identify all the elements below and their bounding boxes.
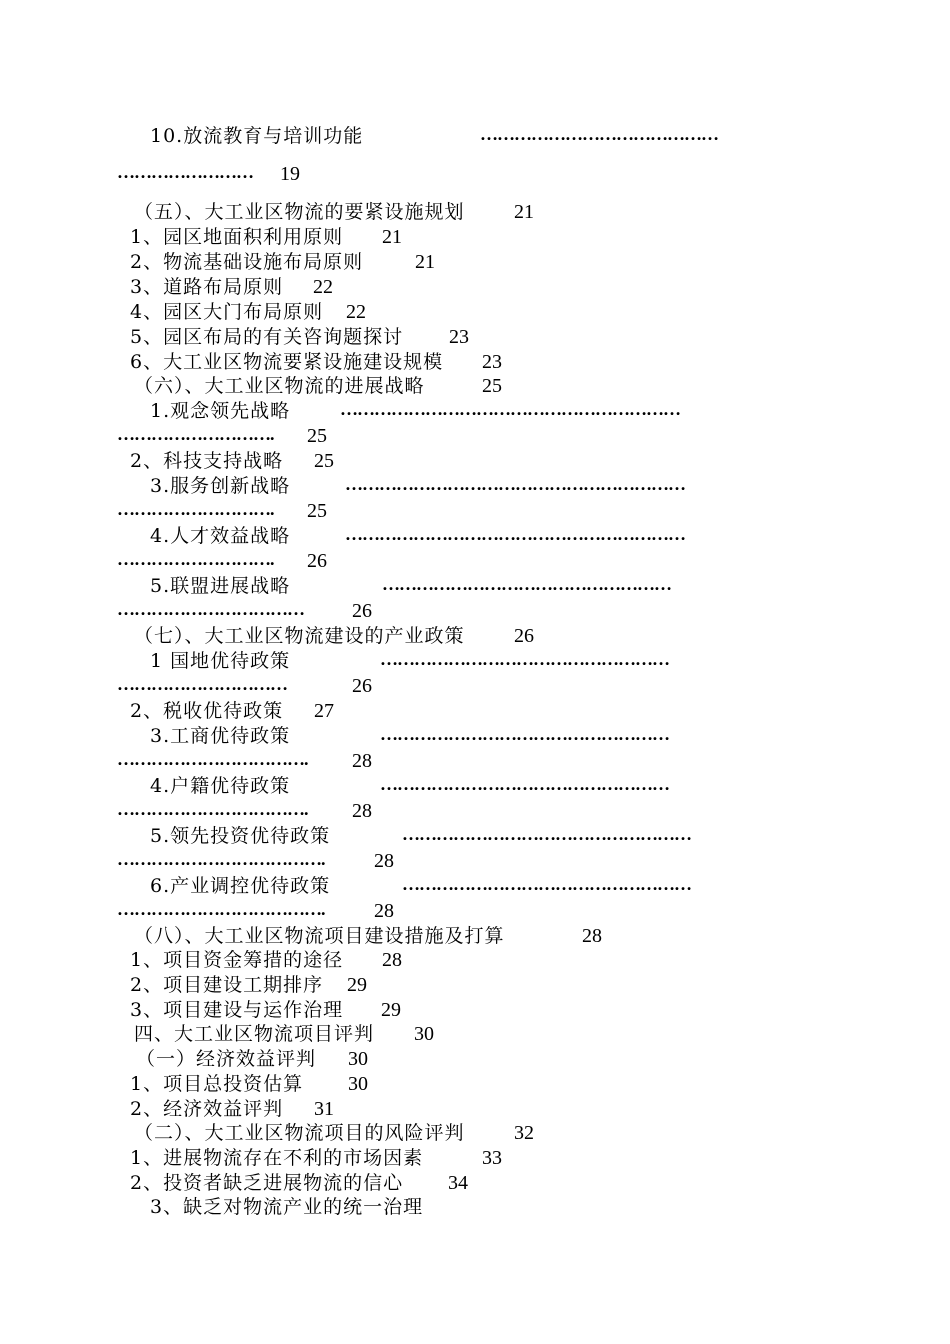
- toc-entry-text: 3.工商优待政策: [150, 725, 291, 747]
- toc-page-number: 19: [280, 163, 300, 185]
- toc-entry-text: 5、园区布局的有关咨询题探讨: [130, 326, 404, 348]
- toc-leader-dots: ……………………….: [117, 499, 274, 519]
- toc-entry-text: （七）、大工业区物流建设的产业政策: [134, 625, 465, 647]
- toc-entry-text: （八）、大工业区物流项目建设措施及打算: [134, 925, 505, 947]
- toc-entry-text: 2、投资者缺乏进展物流的信心: [130, 1172, 404, 1194]
- toc-entry-text: 1、园区地面积利用原则: [130, 226, 344, 248]
- toc-page-number: 23: [449, 326, 469, 348]
- toc-page-number: 26: [514, 625, 534, 647]
- toc-leader-dots: ……………………………: [117, 599, 304, 619]
- toc-page-number: 34: [448, 1172, 468, 1194]
- toc-leader-dots: ……………………………………………: [380, 649, 669, 669]
- toc-entry-text: 4、园区大门布局原则: [130, 301, 324, 323]
- toc-leader-dots: ……………………………………………………: [340, 399, 680, 419]
- toc-entry-text: 2、项目建设工期排序: [130, 974, 324, 996]
- toc-page-number: 28: [374, 900, 394, 922]
- toc-leader-dots: ……………………………….: [117, 899, 325, 919]
- toc-page-number: 26: [307, 550, 327, 572]
- toc-page-number: 25: [314, 450, 334, 472]
- toc-entry-text: （一）经济效益评判: [136, 1048, 317, 1070]
- toc-entry-text: 5.联盟进展战略: [150, 575, 291, 597]
- toc-entry-text: 1、进展物流存在不利的市场因素: [130, 1147, 424, 1169]
- toc-page-number: 29: [347, 974, 367, 996]
- toc-page-number: 26: [352, 675, 372, 697]
- toc-entry-text: 3、缺乏对物流产业的统一治理: [150, 1196, 424, 1218]
- toc-page-number: 22: [346, 301, 366, 323]
- toc-entry-text: 4.户籍优待政策: [150, 775, 291, 797]
- toc-page-number: 30: [348, 1073, 368, 1095]
- toc-entry-text: 4.人才效益战略: [150, 525, 291, 547]
- toc-page-number: 25: [307, 425, 327, 447]
- toc-leader-dots: ……………………………………………: [382, 574, 671, 594]
- toc-page-number: 26: [352, 600, 372, 622]
- toc-leader-dots: ……………………………………………: [402, 824, 691, 844]
- toc-page-number: 30: [348, 1048, 368, 1070]
- toc-page-number: 21: [514, 201, 534, 223]
- toc-leader-dots: ……………………………………………………: [345, 474, 685, 494]
- toc-leader-dots: …………………………….: [117, 749, 308, 769]
- toc-page-number: 28: [352, 750, 372, 772]
- toc-entry-text: 1、项目总投资估算: [130, 1073, 304, 1095]
- toc-page-number: 21: [382, 226, 402, 248]
- toc-entry-text: 1、项目资金筹措的途径: [130, 949, 344, 971]
- toc-leader-dots: ……………………………………………: [380, 724, 669, 744]
- toc-entry-text: 3、项目建设与运作治理: [130, 999, 344, 1021]
- toc-entry-text: 3.服务创新战略: [150, 475, 291, 497]
- toc-entry-text: （六）、大工业区物流的进展战略: [134, 375, 425, 397]
- toc-page-number: 28: [374, 850, 394, 872]
- toc-entry-text: 1 国地优待政策: [150, 650, 291, 672]
- toc-entry-text: 6.产业调控优待政策: [150, 875, 331, 897]
- toc-page-number: 25: [307, 500, 327, 522]
- toc-page-number: 31: [314, 1098, 334, 1120]
- toc-entry-text: 6、大工业区物流要紧设施建设规模: [130, 351, 444, 373]
- toc-entry-text: 四、大工业区物流项目评判: [134, 1023, 375, 1045]
- toc-page-number: 28: [382, 949, 402, 971]
- toc-page-number: 28: [352, 800, 372, 822]
- toc-entry-text: 3、道路布局原则: [130, 276, 284, 298]
- toc-leader-dots: ……………………………………………………: [345, 524, 685, 544]
- toc-entry-text: 2、税收优待政策: [130, 700, 284, 722]
- toc-page-number: 22: [313, 276, 333, 298]
- toc-entry-text: （二）、大工业区物流项目的风险评判: [134, 1122, 465, 1144]
- toc-page-number: 21: [415, 251, 435, 273]
- toc-entry-text: 1.观念领先战略: [150, 400, 291, 422]
- toc-page-number: 27: [314, 700, 334, 722]
- toc-leader-dots: …………………………: [117, 674, 287, 694]
- toc-entry-text: 2、科技支持战略: [130, 450, 284, 472]
- toc-entry-text: 5.领先投资优待政策: [150, 825, 331, 847]
- toc-page-number: 33: [482, 1147, 502, 1169]
- toc-page-number: 32: [514, 1122, 534, 1144]
- toc-page-number: 28: [582, 925, 602, 947]
- toc-entry-text: （五）、大工业区物流的要紧设施规划: [134, 201, 465, 223]
- toc-leader-dots: ……………………………….: [117, 849, 325, 869]
- toc-leader-dots: …………………………….: [117, 799, 308, 819]
- toc-entry-text: 10.放流教育与培训功能: [150, 125, 364, 147]
- toc-leader-dots: ……………………………………: [480, 124, 718, 144]
- toc-page-number: 25: [482, 375, 502, 397]
- toc-leader-dots: ……………………….: [117, 424, 274, 444]
- toc-page-number: 23: [482, 351, 502, 373]
- toc-leader-dots: ……………………: [117, 162, 253, 182]
- toc-page-number: 29: [381, 999, 401, 1021]
- toc-leader-dots: ……………………….: [117, 549, 274, 569]
- toc-entry-text: 2、物流基础设施布局原则: [130, 251, 364, 273]
- toc-leader-dots: ……………………………………………: [380, 774, 669, 794]
- toc-leader-dots: ……………………………………………: [402, 874, 691, 894]
- toc-entry-text: 2、经济效益评判: [130, 1098, 284, 1120]
- toc-page-number: 30: [414, 1023, 434, 1045]
